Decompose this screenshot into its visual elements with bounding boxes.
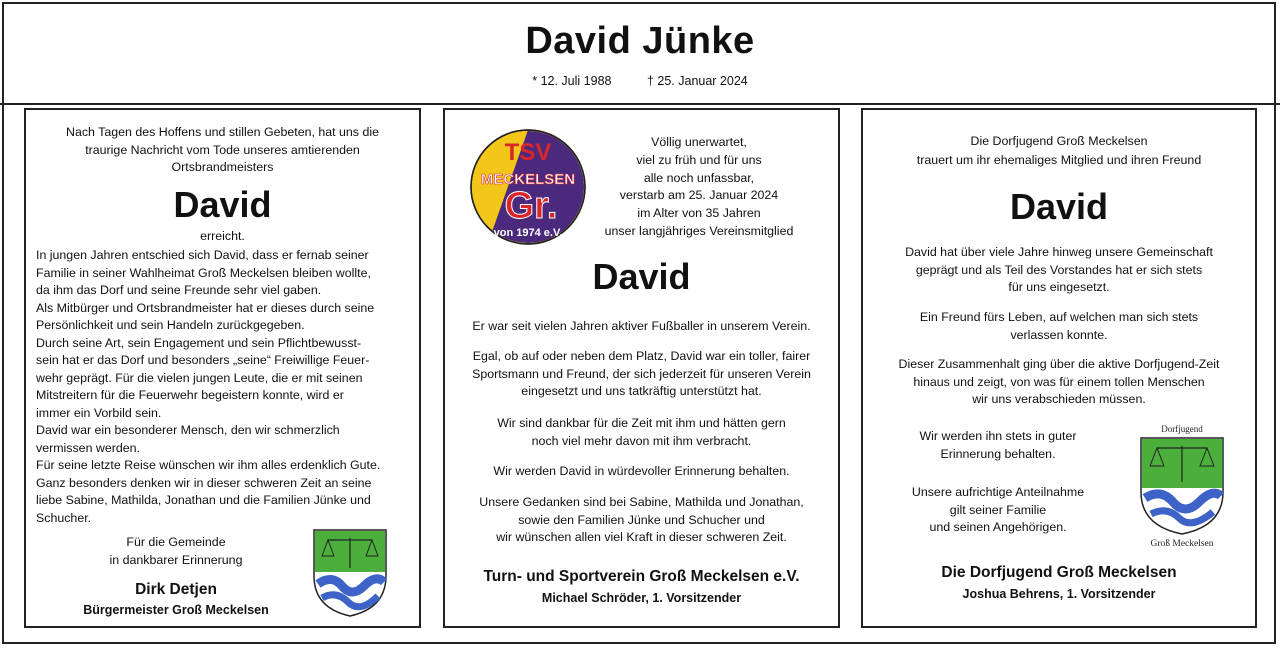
- paragraph-memory: Wir werden ihn stets in guter Erinnerung behalten.: [919, 429, 1077, 461]
- deceased-name: David: [592, 256, 691, 297]
- paragraph-community: David hat über viele Jahre hinweg unsere Gemeinschaft geprägt und als Teil des Vorstandes hat er sich stets für uns eingesetzt.: [905, 245, 1213, 294]
- life-dates: [0, 74, 1280, 88]
- svg-text:Dorfjugend: Dorfjugend: [1161, 424, 1203, 434]
- paragraph-sportsman: Egal, ob auf oder neben dem Platz, David war ein toller, fairer Sportsmann und Freund, der sich jederzeit für unseren Verein eingesetzt und uns tatkräftig unterstützt hat.: [472, 349, 811, 398]
- signer-name: Die Dorfjugend Groß Meckelsen: [941, 564, 1177, 581]
- svg-text:TSV: TSV: [504, 139, 552, 166]
- paragraph-football: Er war seit vielen Jahren aktiver Fußballer in unserem Verein.: [472, 319, 811, 333]
- paragraph-friend: Ein Freund fürs Leben, auf welchen man sich stets verlassen konnte.: [919, 310, 1199, 342]
- village-youth-crest-icon: [1137, 422, 1227, 548]
- body-text: In jungen Jahren entschied sich David, dass er fernab seiner Familie in seiner Wahlheimat Groß Meckelsen bleiben wollte, da ihm das Dorf und seine Freunde sehr viel gaben. Als Mitbürger und Ortsbrandmeister hat er dieses durch seine Persönlichkeit und sein Handeln zurückgegeben. Durch seine Art, sein Engagement und sein Pflichtbewusst- sein hat er das Dorf und besonders „seine“ Freiwillige Feuer- wehr geprägt. Für die vielen jungen Leute, die er mit seinen Mitstreitern für die Feuerwehr begeistern konnte, wird er immer ein Vorbild sein. David war ein besonderer Mensch, den wir schmerzlich vermissen werden. Für seine letzte Reise wünschen wir ihm alles erdenklich Gute. Ganz besonders denken wir in dieser schweren Zeit an seine liebe Sabine, Mathilda, Jonathan und die Familien Jünke und Schucher.: [36, 248, 381, 525]
- paragraph-thoughts: Unsere Gedanken sind bei Sabine, Mathilda und Jonathan, sowie den Familien Jünke und Schucher und wir wünschen allen viel Kraft in dieser schweren Zeit.: [479, 495, 804, 544]
- signer-title: Michael Schröder, 1. Vorsitzender: [541, 591, 742, 605]
- paragraph-cohesion: Dieser Zusammenhalt ging über die aktive Dorfjugend-Zeit hinaus und zeigt, von was für einem tollen Menschen wir uns verabschieden müssen.: [898, 357, 1220, 406]
- intro-text: Völlig unerwartet, viel zu früh und für uns alle noch unfassbar, verstarb am 25. Januar 2024 im Alter von 35 Jahren unser langjähriges Vereinsmitglied: [604, 135, 794, 238]
- paragraph-thankful: Wir sind dankbar für die Zeit mit ihm und hätten gern noch viel mehr davon mit ihm verbracht.: [497, 416, 786, 448]
- signer-title: Joshua Behrens, 1. Vorsitzender: [962, 587, 1156, 601]
- deceased-name: David: [1009, 186, 1109, 227]
- obituary-panel-sports-club: [443, 108, 840, 628]
- reached-text: erreicht.: [200, 229, 245, 243]
- intro-text: Die Dorfjugend Groß Meckelsen trauert um ihr ehemaliges Mitglied und ihren Freund: [916, 134, 1202, 167]
- signer-title: Bürgermeister Groß Meckelsen: [83, 603, 269, 617]
- svg-text:Groß Meckelsen: Groß Meckelsen: [1150, 539, 1214, 548]
- svg-text:von 1974 e.V.: von 1974 e.V.: [493, 227, 563, 239]
- intro-text: Nach Tagen des Hoffens und stillen Gebeten, hat uns die traurige Nachricht vom Tode unseres amtierenden Ortsbrandmeisters: [66, 125, 379, 174]
- deceased-name: David: [173, 184, 272, 225]
- svg-text:Gr.: Gr.: [504, 185, 558, 227]
- signer-name: Dirk Detjen: [135, 581, 217, 598]
- obituary-panel-village-youth: [861, 108, 1257, 628]
- paragraph-remembrance: Wir werden David in würdevoller Erinnerung behalten.: [493, 464, 790, 478]
- birth-date: * 12. Juli 1988: [532, 74, 612, 88]
- obituary-panel-municipality: [24, 108, 421, 628]
- closing-text: Für die Gemeinde in dankbarer Erinnerung: [109, 535, 243, 567]
- tsv-club-logo-icon: [467, 128, 589, 246]
- svg-text:MECKELSEN: MECKELSEN: [480, 171, 576, 188]
- header-divider: [0, 103, 1280, 105]
- paragraph-condolence: Unsere aufrichtige Anteilnahme gilt seiner Familie und seinen Angehörigen.: [911, 485, 1085, 534]
- death-date: † 25. Januar 2024: [646, 74, 748, 88]
- signer-name: Turn- und Sportverein Groß Meckelsen e.V.: [483, 568, 800, 585]
- municipality-crest-icon: [312, 528, 388, 618]
- page-title: David Jünke: [525, 20, 755, 62]
